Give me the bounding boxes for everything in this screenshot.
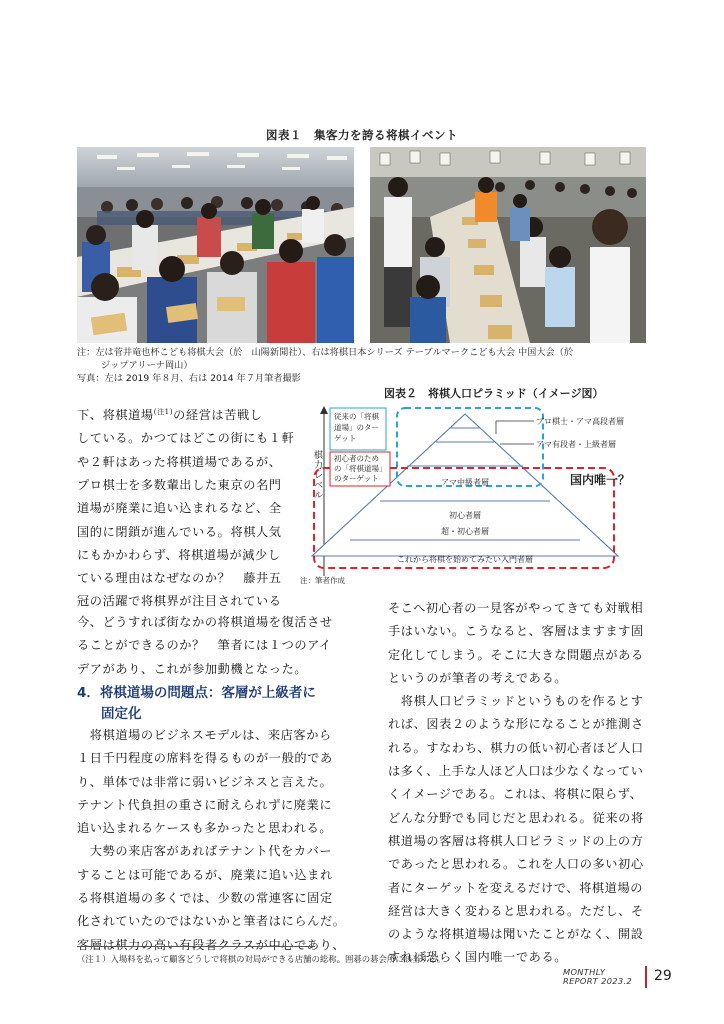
text-line: 今、どうすれば街なかの将棋道場を復活させ (77, 615, 333, 629)
text-line: は多く、上手な人ほど人口は少なくなってい (388, 764, 644, 779)
text-line: 客層は棋力の高い有段者クラスが中心であり、 (77, 937, 346, 952)
text-line: そこへ初心者の一見客がやってきても対戦相 (388, 601, 644, 615)
footnote: （注１）入場料を払って顧客どうしで将棋の対局ができる店舗の総称。囲碁の碁会所に該当する。 (77, 954, 446, 964)
text-line: することは可能であるが、廃業に追い込まれ (77, 867, 333, 882)
pyramid-diagram (300, 400, 660, 590)
text-line: であったと思われる。これを人口の多い初心 (388, 857, 644, 872)
text-line: れば、図表２のような形になることが推測さ (388, 717, 644, 732)
text-line: 将棋道場のビジネスモデルは、来店客から (77, 728, 332, 742)
text-line: すれば恐らく国内唯一である。 (388, 950, 568, 965)
figure1-notes (77, 346, 657, 385)
text-line: にもかかわらず、将棋道場が減少し (77, 547, 281, 562)
figure1-photo-caption: 写真：左は 2019 年８月、右は 2014 年７月筆者撮影 (77, 373, 301, 384)
layer-upper-label: アマ有段者・上級者層 (536, 440, 616, 449)
text-line: プロ棋士を多数輩出した東京の名門 (77, 477, 282, 492)
text-line: れる。すなわち、棋力の低い初心者ほど人口 (388, 740, 644, 755)
callout-only-one: 国内唯一？ (570, 473, 631, 487)
text-line: 国的に閉鎖が進んでいる。将棋人気 (77, 524, 282, 539)
layer-super-beginner-label: 超・初心者層 (441, 527, 489, 536)
text-line: 棋道場の客層は将棋人口ピラミッドの上の方 (388, 833, 644, 848)
text-line: 経営は大きく変わると思われる。ただし、そ (388, 903, 644, 918)
section-heading-line1: 4．将棋道場の問題点：客層が上級者に (77, 685, 316, 701)
layer-beginner-label: 初心者層 (449, 511, 481, 520)
right-column (388, 597, 658, 970)
text-line: り、単体では非常に弱いビジネスと言えた。 (77, 774, 333, 789)
text-line: くイメージである。これは、将棋に限らず、 (388, 787, 643, 802)
text-line: している。かつてはどこの街にも１軒 (77, 431, 295, 446)
text-line: １日千円程度の席料を得るものが一般的であ (77, 751, 333, 766)
text-line: 将棋人口ピラミッドというものを作るとす (388, 694, 644, 709)
left-column-wide (77, 611, 347, 681)
figure1-note-line1: 注：左は菅井竜也杯こども将棋大会（於 山陽新聞社）、右は将棋日本シリーズ テーブルマークこども大会 中国大会（於 (77, 347, 574, 358)
text-line: 大勢の来店客があればテナント代をカバー (77, 844, 333, 859)
page-number: 29 (654, 968, 672, 984)
figure1-note-line2: ジップアリーナ岡山） (101, 360, 193, 371)
left-column-paragraph (77, 724, 347, 957)
text-line: どんな分野でも同じだと思われる。従来の将 (388, 810, 644, 825)
text-line: のような将棋道場は聞いたことがなく、開設 (388, 927, 644, 942)
text-line: 者にターゲットを変えるだけで、将棋道場の (388, 880, 644, 895)
layer-pro-label: プロ棋士・アマ高段者層 (536, 417, 624, 426)
page-number-bar (645, 966, 647, 988)
legend-red-text: 初心者のため の「将棋道場」 のターゲット (334, 454, 387, 483)
section-heading-line2: 固定化 (101, 706, 142, 722)
legend-blue-text: 従来の「将棋 道場」のター ゲット (334, 412, 379, 443)
text-line: 化されていたのではないかと筆者はにらんだ。 (77, 914, 346, 929)
photo-left-tournament (77, 147, 354, 343)
text-line: や２軒はあった将棋道場であるが、 (77, 454, 282, 469)
text-line: テナント代負担の重さに耐えられずに廃業に (77, 797, 333, 812)
text-line: 道場が廃業に追い込まれるなど、全 (77, 501, 282, 516)
magazine-name-line2: REPORT 2023.2 (563, 976, 632, 986)
footnote-rule (77, 946, 315, 947)
figure2-note: 注：筆者作成 (300, 576, 345, 585)
y-axis-arrowhead (320, 406, 328, 414)
text-line: ることができるのか？ 筆者には１つのアイ (77, 638, 332, 653)
layer-middle-label: アマ中級者層 (441, 478, 489, 487)
y-axis-label: 棋力レベル (314, 451, 324, 501)
text-line: 手はいない。こうなると、客層はますます固 (388, 624, 644, 639)
text-line: る将棋道場の多くでは、少数の常連客に固定 (77, 891, 333, 906)
text-line: 定化してしまう。そこに大きな問題点がある (388, 647, 644, 662)
figure1-title: 図表１ 集客力を誇る将棋イベント (266, 128, 458, 142)
figure2-title: 図表２ 将棋人口ピラミッド（イメージ図） (384, 387, 604, 400)
text-line: ている理由はなぜなのか？ 藤井五 (77, 571, 282, 586)
left-column-narrow (77, 401, 297, 614)
magazine-name (563, 968, 632, 986)
layer-entry-label: これから将棋を始めてみたい入門者層 (397, 555, 533, 564)
photo-right-tournament (370, 147, 646, 343)
magazine-name-line1: MONTHLY (563, 967, 606, 977)
text-line: 下、将棋道場$^{(注1)}$の経営は苦戦し (77, 408, 263, 423)
section-heading (77, 683, 347, 725)
text-line: 追い込まれるケースも多かったと思われる。 (77, 821, 333, 836)
text-line: 冠の活躍で将棋界が注目されている (77, 594, 282, 609)
text-line: デアがあり、これが参加動機となった。 (77, 661, 308, 676)
text-line: というのが筆者の考えである。 (388, 670, 568, 685)
